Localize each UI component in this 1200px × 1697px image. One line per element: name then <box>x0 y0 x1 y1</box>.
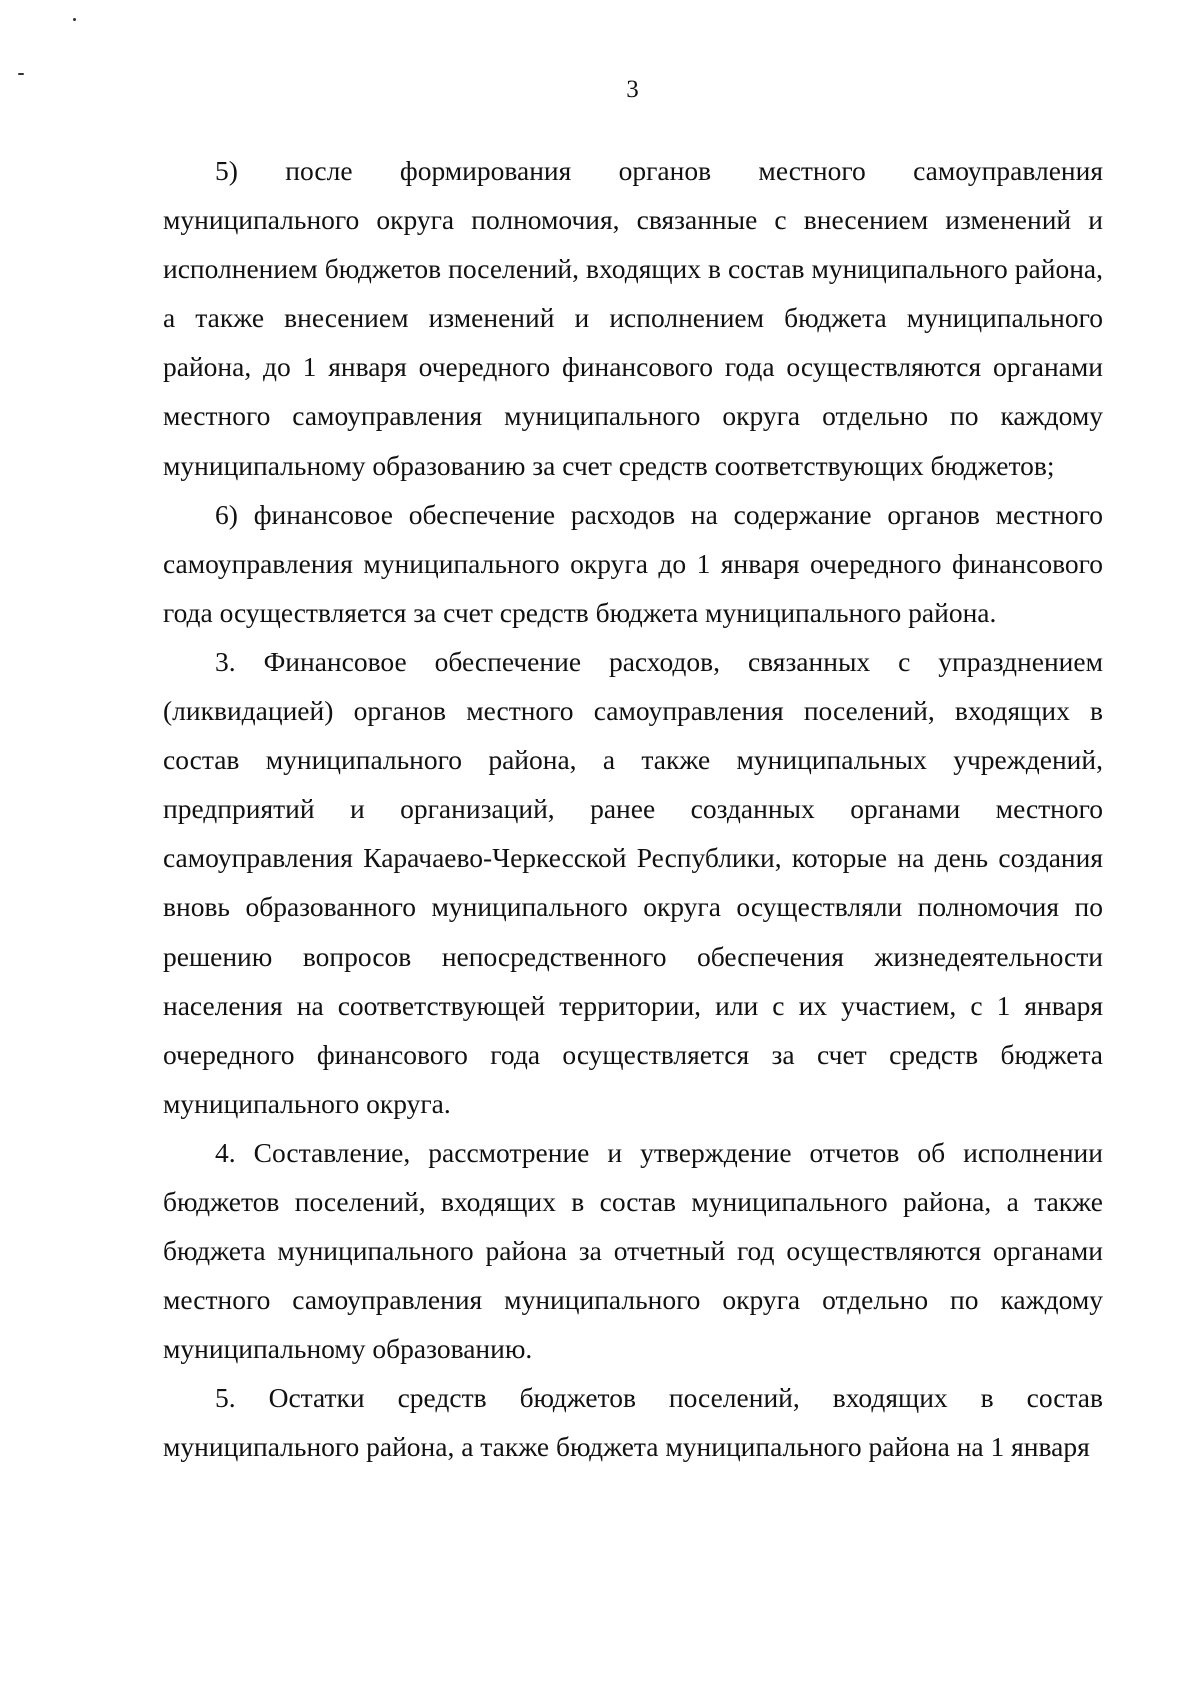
paragraph-item-6-subpoint: 6) финансовое обеспечение расходов на содержание органов местного самоуправления муниципального округа до 1 января очередного финансового года осуществляется за счет средств бюджета муниципального района. <box>163 498 1103 628</box>
page-number: 3 <box>626 76 639 103</box>
scan-speck <box>18 73 24 75</box>
paragraph-section-5: 5. Остатки средств бюджетов поселений, входящих в состав муниципального района, а также бюджета муниципального района на 1 января <box>163 1382 1103 1463</box>
paragraph-section-4: 4. Составление, рассмотрение и утверждение отчетов об исполнении бюджетов поселений, входящих в состав муниципального района, а также бюджета муниципального района за отчетный год осуществляются органами местного самоуправления муниципального округа отдельно по каждому муниципальному образованию. <box>163 1136 1103 1365</box>
scan-speck <box>73 18 76 21</box>
paragraph-section-3: 3. Финансовое обеспечение расходов, связанных с упразднением (ликвидацией) органов местного самоуправления поселений, входящих в состав муниципального района, а также муниципальных учреждений, предприятий и организаций, ранее созданных органами местного самоуправления Карачаево-Черкесской Республики, которые на день создания вновь образованного муниципального округа осуществляли полномочия по решению вопросов непосредственного обеспечения жизнедеятельности населения на соответствующей территории, или с их участием, с 1 января очередного финансового года осуществляется за счет средств бюджета муниципального округа. <box>163 645 1103 1119</box>
paragraph-item-5-subpoint: 5) после формирования органов местного самоуправления муниципального округа полномочия, связанные с внесением изменений и исполнением бюджетов поселений, входящих в состав муниципального района, а также внесением изменений и исполнением бюджета муниципального района, до 1 января очередного финансового года осуществляются органами местного самоуправления муниципального округа отдельно по каждому муниципальному образованию за счет средств соответствующих бюджетов; <box>163 155 1103 481</box>
document-body <box>163 146 1103 1472</box>
